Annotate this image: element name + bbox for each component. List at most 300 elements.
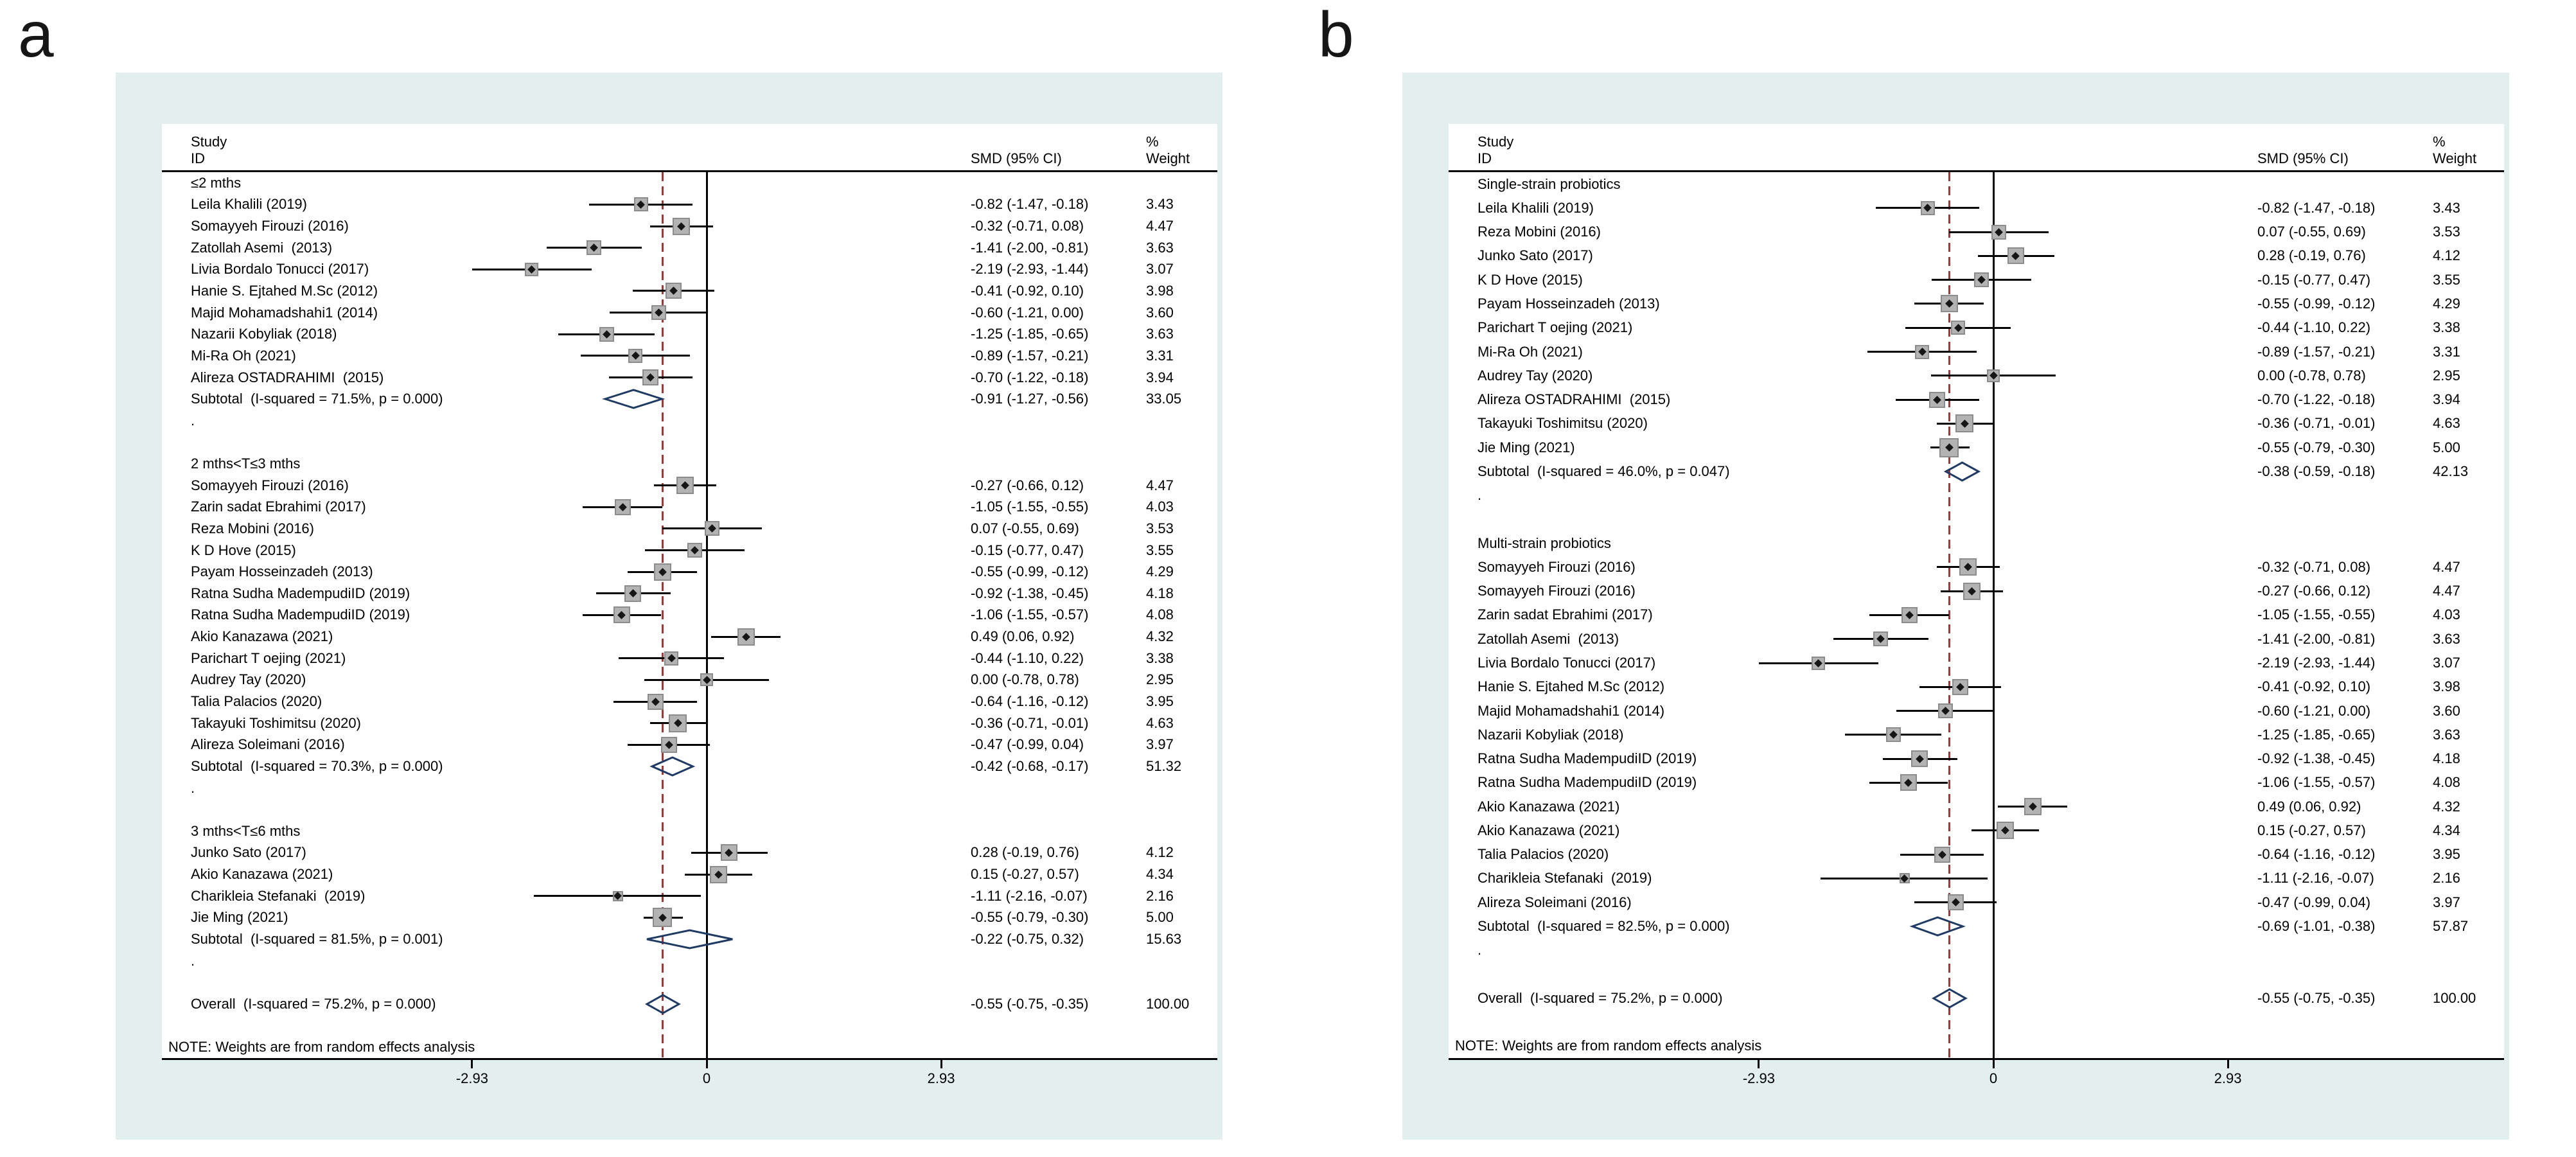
weight-value: 4.47: [1146, 218, 1174, 234]
study-name: Ratna Sudha MadempudiID (2019): [1478, 750, 1697, 767]
effect-marker: [1900, 873, 1910, 883]
weight-value: 3.95: [2433, 846, 2460, 863]
effect-marker: [1974, 272, 1989, 287]
smd-ci-value: -1.11 (-2.16, -0.07): [971, 887, 1088, 904]
smd-ci-value: -1.06 (-1.55, -0.57): [2257, 774, 2376, 791]
weight-value: 3.55: [2433, 271, 2460, 288]
panel-b: [1402, 73, 2509, 1140]
weight-value: 3.60: [1146, 304, 1174, 321]
study-row: [162, 215, 1217, 237]
subtotal-label: Subtotal (I-squared = 82.5%, p = 0.000): [1478, 918, 1730, 934]
study-name: Mi-Ra Oh (2021): [1478, 343, 1583, 360]
point-estimate-dot: [708, 525, 716, 533]
weight-value: 2.95: [1146, 671, 1174, 688]
smd-ci-value: -0.55 (-0.79, -0.30): [971, 909, 1089, 926]
effect-marker: [525, 263, 538, 276]
point-estimate-dot: [742, 633, 750, 641]
panel-b-plot-area: [1449, 124, 2504, 1060]
x-axis-tick: [706, 1060, 708, 1068]
effect-marker: [624, 585, 641, 602]
effect-marker: [1873, 631, 1888, 646]
study-row: [1449, 268, 2504, 292]
group-label: Single-strain probiotics: [1478, 175, 1621, 192]
weight-value: 3.60: [2433, 702, 2460, 719]
weight-value: 3.63: [2433, 630, 2460, 647]
subtotal-label: Subtotal (I-squared = 81.5%, p = 0.001): [191, 931, 443, 947]
overall-diamond: [1934, 989, 1966, 1007]
weight-value: 3.97: [2433, 894, 2460, 910]
smd-ci-value: -0.60 (-1.21, 0.00): [2257, 702, 2371, 719]
point-estimate-dot: [2001, 827, 2009, 835]
smd-ci-value: 0.49 (0.06, 0.92): [2257, 798, 2361, 815]
study-name: Payam Hosseinzadeh (2013): [191, 563, 373, 580]
smd-ci-value: -0.64 (-1.16, -0.12): [971, 693, 1089, 710]
smd-ci-value: 0.28 (-0.19, 0.76): [2257, 247, 2366, 264]
separator-dot: .: [1478, 942, 1482, 958]
panel-b-rows: [1449, 172, 2504, 1058]
pooled-row: [1449, 459, 2504, 483]
weight-value: 3.63: [1146, 239, 1174, 256]
effect-marker: [1955, 414, 1973, 432]
effect-marker: [669, 714, 687, 732]
point-estimate-dot: [658, 568, 667, 576]
weight-value: 4.29: [1146, 563, 1174, 580]
study-name: Parichart T oejing (2021): [191, 649, 346, 666]
study-header-line1: Study: [1478, 134, 1514, 150]
smd-ci-value: -0.41 (-0.92, 0.10): [2257, 678, 2371, 695]
smd-ci-value: -0.47 (-0.99, 0.04): [2257, 894, 2371, 910]
effect-marker: [721, 844, 737, 861]
point-estimate-dot: [1918, 348, 1927, 356]
study-name: Akio Kanazawa (2021): [1478, 822, 1620, 838]
study-name: Zarin sadat Ebrahimi (2017): [191, 499, 366, 515]
study-row: [1449, 627, 2504, 651]
effect-marker: [654, 563, 671, 581]
smd-ci-value: -1.05 (-1.55, -0.55): [2257, 606, 2376, 623]
study-row: [1449, 603, 2504, 627]
study-name: Charikleia Stefanaki (2019): [1478, 870, 1652, 887]
weight-value: 4.32: [2433, 798, 2460, 815]
study-name: Talia Palacios (2020): [1478, 846, 1609, 863]
study-row: [1449, 340, 2504, 364]
point-estimate-dot: [725, 849, 734, 857]
smd-ci-value: -1.41 (-2.00, -0.81): [971, 239, 1089, 256]
smd-ci-value: -1.05 (-1.55, -0.55): [971, 499, 1089, 515]
study-name: Somayyeh Firouzi (2016): [1478, 583, 1636, 599]
smd-ci-value: 0.07 (-0.55, 0.69): [971, 520, 1079, 536]
panel-a: [116, 73, 1222, 1140]
study-row: [1449, 292, 2504, 315]
study-row: [1449, 196, 2504, 220]
study-name: Somayyeh Firouzi (2016): [191, 477, 349, 493]
dot-row: [162, 777, 1217, 799]
panel-a-rows: [162, 172, 1217, 1058]
smd-ci-value: 0.15 (-0.27, 0.57): [2257, 822, 2366, 838]
weight-value: 3.53: [2433, 224, 2460, 240]
point-estimate-dot: [681, 481, 689, 490]
weight-value: 4.32: [1146, 628, 1174, 645]
group-label: 3 mths<T≤6 mths: [191, 822, 301, 839]
study-name: Livia Bordalo Tonucci (2017): [191, 261, 369, 278]
subtotal-label: Subtotal (I-squared = 71.5%, p = 0.000): [191, 391, 443, 407]
smd-ci-value: -0.55 (-0.75, -0.35): [2257, 989, 2376, 1006]
effect-marker: [613, 606, 630, 623]
study-name: Ratna Sudha MadempudiID (2019): [191, 606, 410, 623]
point-estimate-dot: [703, 676, 711, 684]
study-id-column-header: [1478, 134, 1513, 167]
point-estimate-dot: [613, 892, 622, 900]
point-estimate-dot: [658, 914, 667, 922]
study-row: [162, 475, 1217, 497]
point-estimate-dot: [670, 287, 678, 296]
effect-marker: [1952, 679, 1968, 695]
weight-value: 3.63: [2433, 726, 2460, 743]
weight-column-header: [1146, 134, 1190, 167]
weight-value: 4.34: [1146, 866, 1174, 883]
group-label: Multi-strain probiotics: [1478, 534, 1611, 551]
study-name: Alireza OSTADRAHIMI (2015): [191, 369, 384, 385]
smd-ci-value: -0.41 (-0.92, 0.10): [971, 282, 1084, 299]
point-estimate-dot: [631, 352, 640, 360]
study-row: [162, 648, 1217, 669]
point-estimate-dot: [1900, 874, 1909, 883]
effect-marker: [1941, 295, 1958, 312]
blank-row: [1449, 962, 2504, 986]
study-name: Audrey Tay (2020): [1478, 367, 1593, 384]
weight-value: 100.00: [2433, 989, 2476, 1006]
study-row: [162, 259, 1217, 281]
point-estimate-dot: [1938, 851, 1946, 859]
x-axis-tick: [1993, 1060, 1995, 1068]
smd-ci-value: 0.00 (-0.78, 0.78): [2257, 367, 2366, 384]
study-row: [162, 691, 1217, 712]
blank-row: [1449, 508, 2504, 531]
effect-marker: [634, 197, 648, 211]
weight-value: 4.47: [2433, 583, 2460, 599]
point-estimate-dot: [1933, 396, 1941, 404]
smd-ci-value: -0.55 (-0.99, -0.12): [971, 563, 1089, 580]
effect-marker: [587, 240, 601, 255]
weight-value: 3.94: [1146, 369, 1174, 385]
pooled-row: [1449, 914, 2504, 938]
smd-ci-value: 0.00 (-0.78, 0.78): [971, 671, 1079, 688]
study-row: [1449, 316, 2504, 340]
point-estimate-dot: [674, 719, 682, 727]
group-row: [1449, 531, 2504, 555]
point-estimate-dot: [629, 589, 637, 597]
weight-value: 4.08: [1146, 606, 1174, 623]
smd-column-header: SMD (95% CI): [971, 150, 1062, 166]
group-row: [1449, 172, 2504, 196]
study-row: [1449, 364, 2504, 387]
effect-marker: [1987, 369, 2000, 382]
weight-value: 3.55: [1146, 542, 1174, 558]
blank-row: [162, 432, 1217, 454]
smd-ci-value: -0.38 (-0.59, -0.18): [2257, 463, 2376, 479]
point-estimate-dot: [677, 222, 685, 231]
study-row: [162, 605, 1217, 626]
smd-ci-value: -1.41 (-2.00, -0.81): [2257, 630, 2376, 647]
study-row: [162, 540, 1217, 561]
study-name: Leila Khalili (2019): [1478, 199, 1594, 216]
weight-value: 3.97: [1146, 736, 1174, 753]
point-estimate-dot: [527, 265, 536, 274]
effect-marker: [653, 908, 672, 927]
dot-row: [1449, 484, 2504, 508]
x-axis-tick-label: 0: [702, 1070, 711, 1086]
point-estimate-dot: [655, 308, 663, 317]
weight-value: 3.63: [1146, 326, 1174, 342]
effect-marker: [2007, 247, 2024, 264]
weight-value: 3.43: [2433, 199, 2460, 216]
panel-a-column-header: [162, 124, 1217, 172]
study-name: Livia Bordalo Tonucci (2017): [1478, 655, 1656, 671]
effect-marker: [1951, 321, 1965, 335]
overall-diamond: [647, 995, 679, 1013]
study-name: Zarin sadat Ebrahimi (2017): [1478, 606, 1653, 623]
point-estimate-dot: [1876, 635, 1885, 643]
weight-value: 15.63: [1146, 931, 1182, 947]
overall-label: Overall (I-squared = 75.2%, p = 0.000): [1478, 989, 1723, 1006]
smd-ci-value: -0.36 (-0.71, -0.01): [2257, 415, 2376, 432]
weight-value: 4.63: [1146, 714, 1174, 731]
weight-value: 4.08: [2433, 774, 2460, 791]
dot-row: [162, 950, 1217, 972]
smd-ci-value: -0.47 (-0.99, 0.04): [971, 736, 1084, 753]
study-row: [1449, 387, 2504, 411]
effect-marker: [1991, 225, 2006, 240]
study-row: [162, 712, 1217, 734]
study-header-line1: Study: [191, 134, 227, 150]
x-axis-tick-label: -2.93: [1742, 1070, 1775, 1086]
study-name: Akio Kanazawa (2021): [1478, 798, 1620, 815]
note-row: [162, 1036, 1217, 1058]
study-row: [1449, 579, 2504, 603]
subtotal-diamond: [652, 757, 693, 775]
smd-ci-value: -0.70 (-1.22, -0.18): [2257, 391, 2376, 408]
blank-row: [1449, 1010, 2504, 1034]
point-estimate-dot: [714, 870, 723, 879]
smd-ci-value: -1.11 (-2.16, -0.07): [2257, 870, 2374, 887]
study-name: Akio Kanazawa (2021): [191, 866, 333, 883]
point-estimate-dot: [2029, 802, 2037, 811]
weight-header-line1: %: [2433, 134, 2446, 150]
study-row: [1449, 244, 2504, 268]
smd-ci-value: -0.55 (-0.99, -0.12): [2257, 295, 2376, 312]
effect-marker: [661, 737, 677, 753]
effect-marker: [1929, 392, 1945, 408]
weight-value: 4.47: [1146, 477, 1174, 493]
point-estimate-dot: [603, 330, 611, 339]
smd-ci-value: -1.06 (-1.55, -0.57): [971, 606, 1089, 623]
study-name: Payam Hosseinzadeh (2013): [1478, 295, 1660, 312]
panel-a-letter: a: [18, 0, 54, 71]
smd-ci-value: -0.91 (-1.27, -0.56): [971, 391, 1089, 407]
point-estimate-dot: [1964, 563, 1972, 572]
pooled-row: [162, 928, 1217, 950]
weight-column-header: [2433, 134, 2476, 167]
effect-marker: [599, 327, 614, 342]
point-estimate-dot: [1995, 228, 2003, 236]
study-name: Jie Ming (2021): [1478, 439, 1575, 455]
point-estimate-dot: [1977, 276, 1986, 284]
effect-marker: [1934, 847, 1950, 863]
group-label: ≤2 mths: [191, 174, 242, 191]
weight-value: 2.95: [2433, 367, 2460, 384]
effect-marker: [664, 651, 678, 666]
study-name: Majid Mohamadshahi1 (2014): [191, 304, 378, 321]
weight-value: 3.94: [2433, 391, 2460, 408]
effect-marker: [615, 499, 631, 515]
blank-row: [162, 971, 1217, 993]
blank-row: [162, 799, 1217, 820]
study-name: Ratna Sudha MadempudiID (2019): [191, 585, 410, 601]
study-row: [1449, 818, 2504, 842]
weight-value: 4.12: [2433, 247, 2460, 264]
point-estimate-dot: [691, 546, 699, 554]
weight-value: 2.16: [1146, 887, 1174, 904]
smd-ci-value: -1.25 (-1.85, -0.65): [2257, 726, 2376, 743]
point-estimate-dot: [1961, 420, 1969, 428]
subtotal-diamond: [647, 930, 732, 948]
weight-value: 4.18: [1146, 585, 1174, 601]
x-axis-tick-label: 2.93: [2214, 1070, 2242, 1086]
study-name: Alireza Soleimani (2016): [1478, 894, 1632, 910]
smd-ci-value: 0.28 (-0.19, 0.76): [971, 844, 1079, 861]
study-row: [162, 842, 1217, 864]
smd-ci-value: -0.42 (-0.68, -0.17): [971, 757, 1089, 774]
study-row: [162, 497, 1217, 518]
study-name: Junko Sato (2017): [191, 844, 306, 861]
study-row: [1449, 843, 2504, 867]
effect-marker: [1886, 727, 1901, 742]
study-row: [162, 734, 1217, 755]
point-estimate-dot: [1989, 371, 1998, 380]
study-name: Audrey Tay (2020): [191, 671, 306, 688]
smd-ci-value: -0.92 (-1.38, -0.45): [2257, 750, 2376, 767]
study-name: Talia Palacios (2020): [191, 693, 322, 710]
study-name: Somayyeh Firouzi (2016): [191, 218, 349, 234]
effect-marker: [642, 369, 658, 385]
effect-marker: [1948, 894, 1964, 910]
overall-label: Overall (I-squared = 75.2%, p = 0.000): [191, 995, 436, 1012]
study-name: Parichart T oejing (2021): [1478, 319, 1633, 336]
smd-ci-value: -0.55 (-0.79, -0.30): [2257, 439, 2376, 455]
x-axis-tick: [1758, 1060, 1760, 1068]
study-row: [162, 302, 1217, 324]
effect-marker: [613, 891, 623, 901]
study-name: Ratna Sudha MadempudiID (2019): [1478, 774, 1697, 791]
subtotal-diamond: [1912, 917, 1963, 935]
weight-header-line2: Weight: [1146, 150, 1190, 166]
smd-ci-value: -0.60 (-1.21, 0.00): [971, 304, 1084, 321]
weight-value: 100.00: [1146, 995, 1190, 1012]
x-axis-tick-label: -2.93: [455, 1070, 488, 1086]
study-row: [1449, 746, 2504, 770]
study-row: [1449, 771, 2504, 795]
study-row: [162, 561, 1217, 583]
effect-marker: [648, 694, 664, 710]
weight-value: 4.63: [2433, 415, 2460, 432]
pooled-row: [162, 388, 1217, 410]
study-row: [1449, 890, 2504, 914]
study-name: Mi-Ra Oh (2021): [191, 347, 296, 364]
point-estimate-dot: [651, 698, 660, 706]
effect-marker: [1812, 657, 1825, 670]
subtotal-label: Subtotal (I-squared = 70.3%, p = 0.000): [191, 757, 443, 774]
point-estimate-dot: [1954, 324, 1963, 332]
separator-dot: .: [1478, 487, 1482, 504]
weight-value: 3.31: [1146, 347, 1174, 364]
study-row: [162, 626, 1217, 648]
weight-value: 4.34: [2433, 822, 2460, 838]
weight-value: 4.47: [2433, 558, 2460, 575]
study-row: [1449, 699, 2504, 723]
study-row: [162, 367, 1217, 389]
study-name: Reza Mobini (2016): [1478, 224, 1601, 240]
weight-value: 3.98: [1146, 282, 1174, 299]
effect-marker: [710, 866, 727, 883]
x-axis-tick-label: 0: [1989, 1070, 1998, 1086]
effect-marker: [1900, 774, 1917, 791]
weight-value: 4.29: [2433, 295, 2460, 312]
smd-ci-value: -2.19 (-2.93, -1.44): [971, 261, 1089, 278]
study-row: [1449, 795, 2504, 818]
study-name: K D Hove (2015): [191, 542, 296, 558]
smd-ci-value: -0.36 (-0.71, -0.01): [971, 714, 1089, 731]
study-row: [162, 518, 1217, 540]
smd-ci-value: 0.15 (-0.27, 0.57): [971, 866, 1079, 883]
study-name: K D Hove (2015): [1478, 271, 1583, 288]
smd-ci-value: -0.82 (-1.47, -0.18): [2257, 199, 2376, 216]
smd-column-header: SMD (95% CI): [2257, 150, 2349, 166]
effect-marker: [1963, 583, 1981, 600]
weight-value: 3.31: [2433, 343, 2460, 360]
study-row: [162, 885, 1217, 907]
weight-value: 3.53: [1146, 520, 1174, 536]
effect-marker: [1921, 201, 1935, 215]
study-name: Alireza Soleimani (2016): [191, 736, 345, 753]
group-row: [162, 453, 1217, 475]
point-estimate-dot: [1905, 611, 1914, 619]
smd-ci-value: -0.44 (-1.10, 0.22): [971, 649, 1084, 666]
effect-marker: [1959, 558, 1977, 576]
smd-ci-value: -0.15 (-0.77, 0.47): [971, 542, 1084, 558]
study-header-line2: ID: [1478, 150, 1492, 166]
smd-ci-value: -0.32 (-0.71, 0.08): [971, 218, 1084, 234]
smd-ci-value: -0.55 (-0.75, -0.35): [971, 995, 1089, 1012]
panel-b-letter: b: [1318, 0, 1354, 71]
weight-value: 51.32: [1146, 757, 1182, 774]
study-name: Hanie S. Ejtahed M.Sc (2012): [1478, 678, 1665, 695]
effect-marker: [673, 218, 690, 235]
separator-dot: .: [191, 412, 195, 428]
study-name: Reza Mobini (2016): [191, 520, 314, 536]
effect-marker: [1997, 822, 2014, 839]
study-row: [1449, 867, 2504, 890]
effect-marker: [2024, 798, 2042, 815]
study-name: Akio Kanazawa (2021): [191, 628, 333, 645]
weight-value: 3.07: [1146, 261, 1174, 278]
x-axis-tick-label: 2.93: [927, 1070, 955, 1086]
smd-ci-value: -0.27 (-0.66, 0.12): [2257, 583, 2371, 599]
weight-value: 2.16: [2433, 870, 2460, 887]
effect-marker: [737, 628, 755, 646]
smd-ci-value: -2.19 (-2.93, -1.44): [2257, 655, 2376, 671]
weight-header-line2: Weight: [2433, 150, 2477, 166]
study-name: Nazarii Kobyliak (2018): [1478, 726, 1624, 743]
study-row: [162, 237, 1217, 259]
